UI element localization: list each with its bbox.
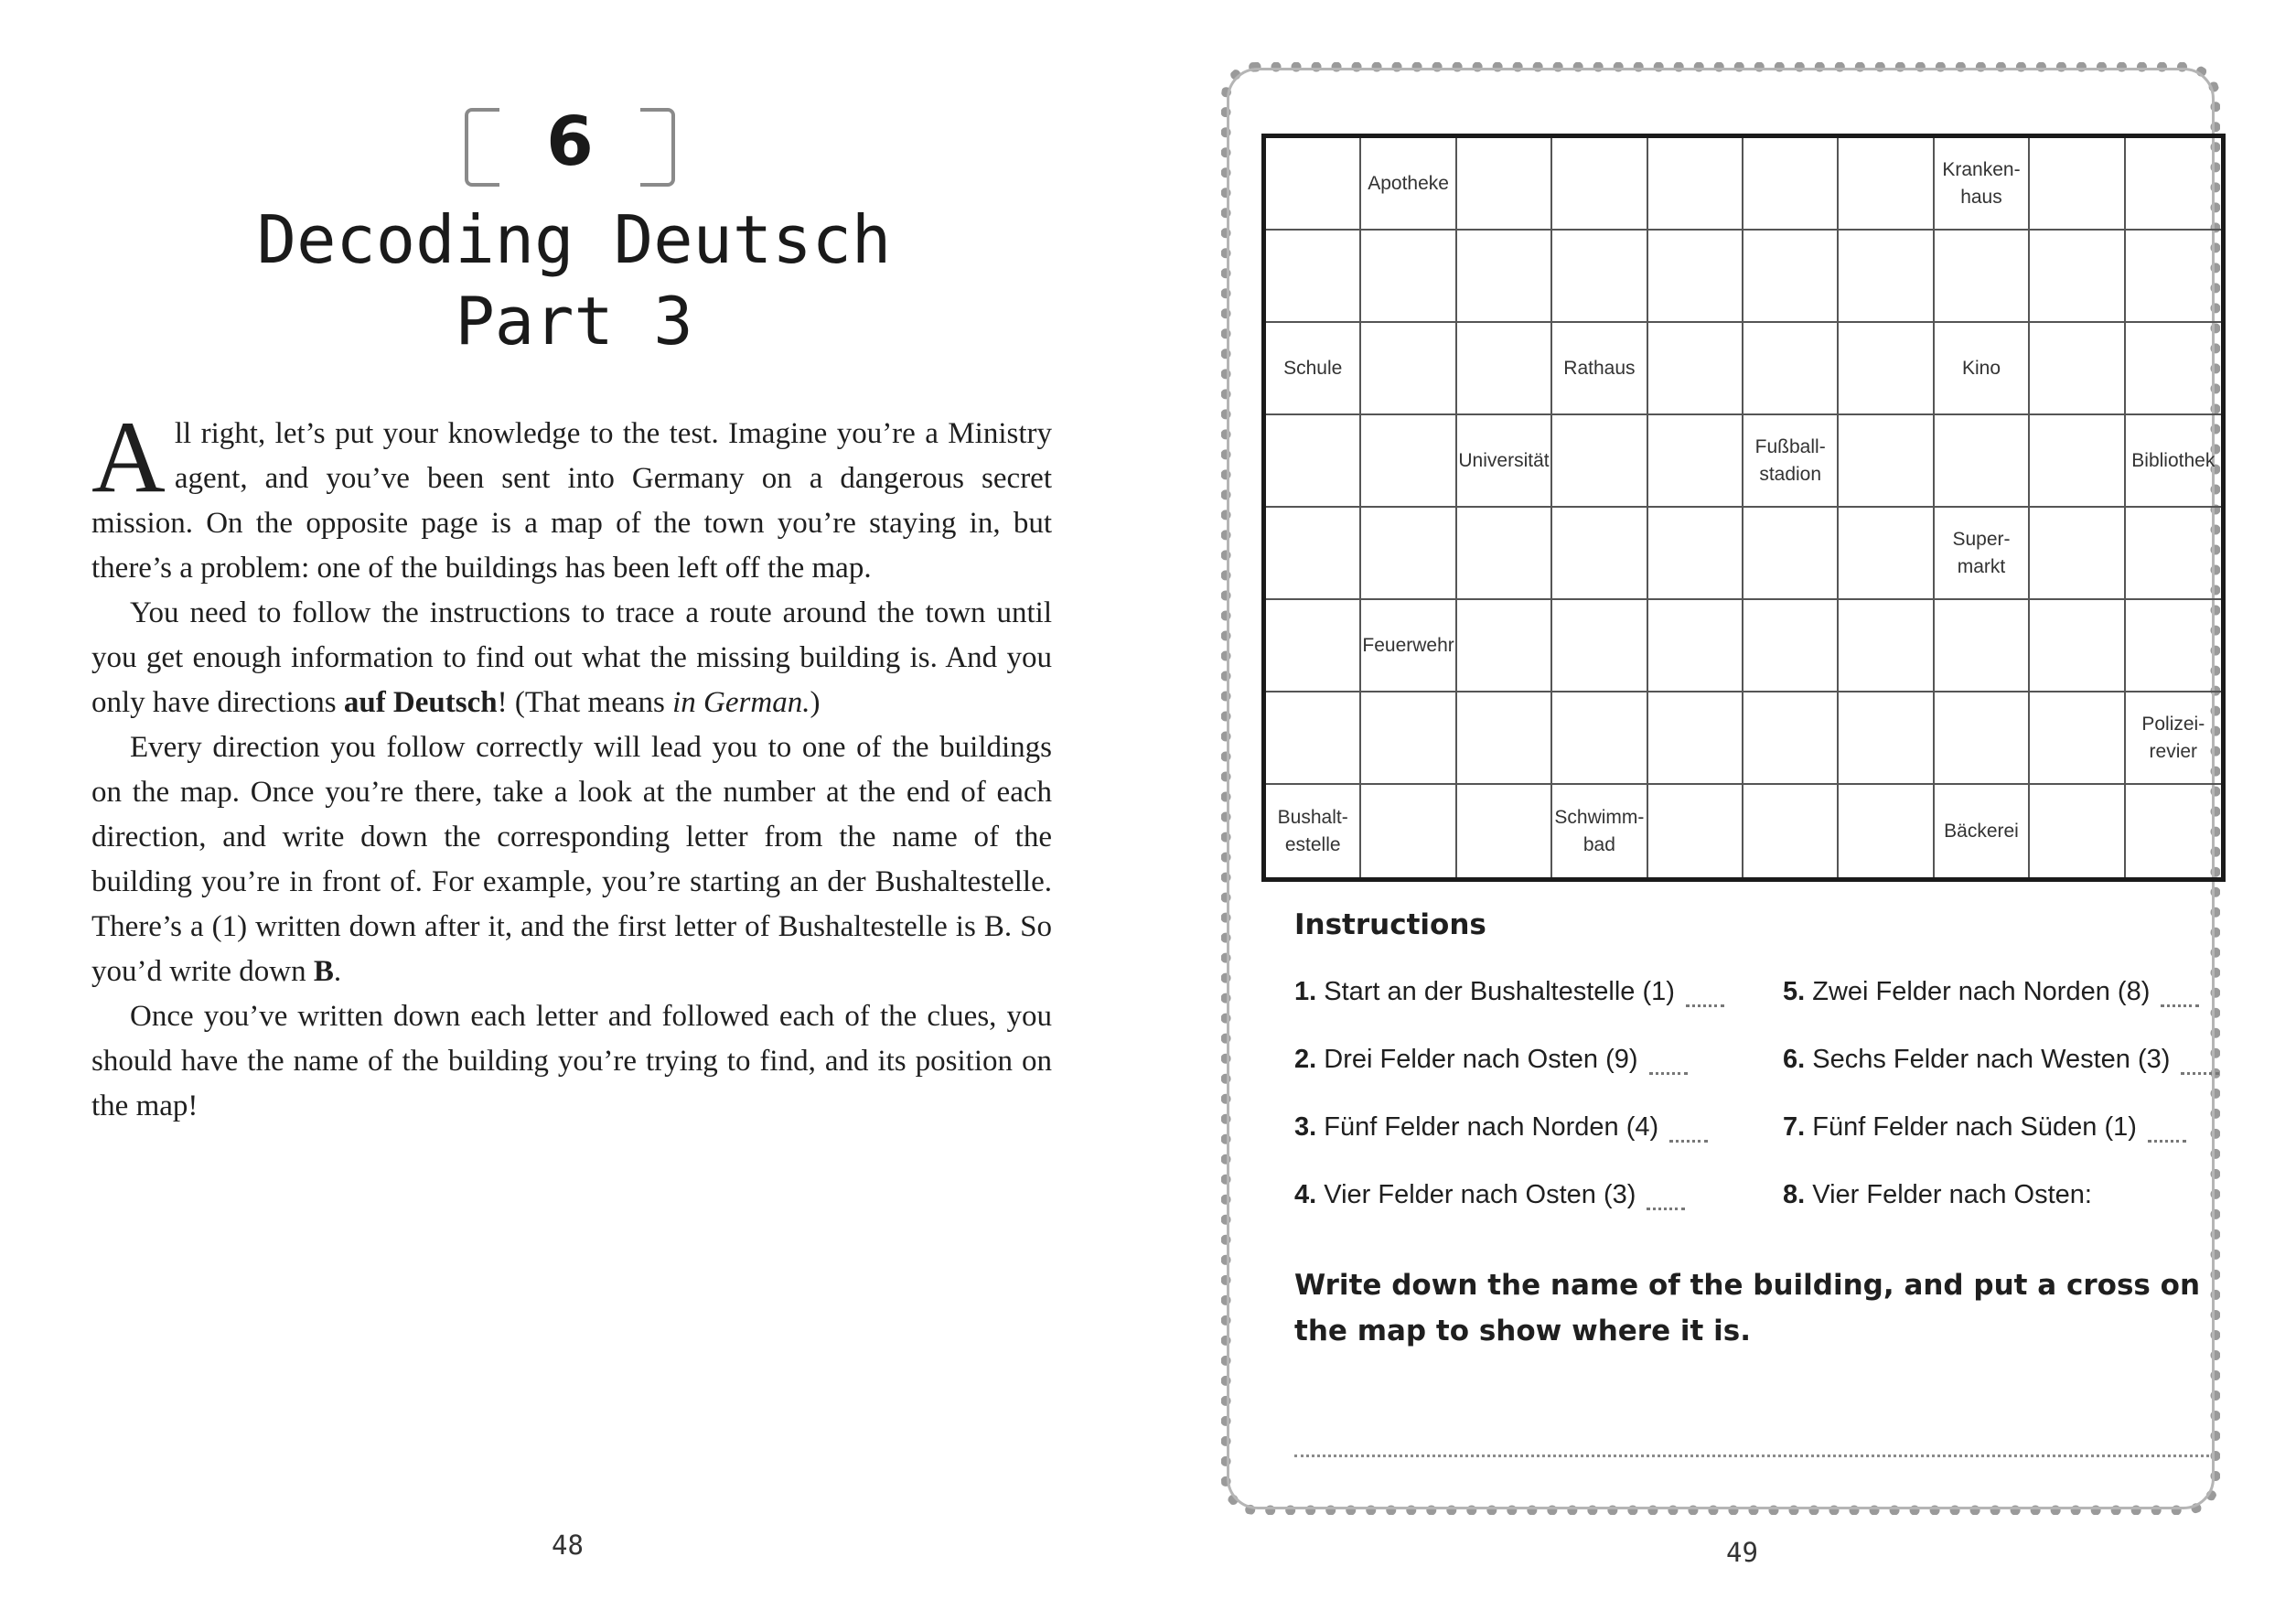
paragraph-2-italic: in German. [672, 686, 810, 719]
map-cell[interactable] [1266, 600, 1361, 692]
map-cell[interactable] [1839, 415, 1934, 508]
paragraph-2-bold: auf Deutsch [343, 686, 498, 719]
answer-blank[interactable] [2161, 984, 2199, 1007]
map-cell[interactable] [2030, 785, 2125, 877]
map-cell[interactable] [1361, 508, 1456, 600]
map-cell[interactable] [1743, 323, 1839, 415]
map-cell[interactable] [1361, 692, 1456, 785]
paragraph-4 [91, 994, 1052, 1129]
map-cell[interactable] [1266, 692, 1361, 785]
paragraph-3-text: Every direction you follow correctly will lead you to one of the buildings on the map. Once you’re there, take a look at the number at the end of each direction, and write down the corresponding letter from the name of the building you’re in front of. For example, you’re starting an der Bushaltestelle. There’s a (1) written down after it, and the first letter of Bushaltestelle is B. So you’d write down [91, 731, 1052, 988]
map-cell[interactable] [2126, 231, 2221, 323]
instruction-text: Fünf Felder nach Süden (1) [1812, 1112, 2137, 1142]
instruction-number: 3. [1294, 1112, 1317, 1142]
map-cell-building[interactable]: Schwimm- bad [1552, 785, 1647, 877]
map-cell[interactable] [1648, 600, 1743, 692]
map-cell[interactable] [1743, 138, 1839, 231]
instruction-text: Zwei Felder nach Norden (8) [1812, 977, 2151, 1006]
answer-blank[interactable] [1647, 1187, 1685, 1210]
map-cell[interactable] [1839, 323, 1934, 415]
map-cell[interactable] [1457, 323, 1552, 415]
instruction-text: Start an der Bushaltestelle (1) [1324, 977, 1675, 1006]
paragraph-4-text: Once you’ve written down each letter and followed each of the clues, you should have the name of the building you’re trying to find, and its position on the map! [91, 1000, 1052, 1122]
map-cell-building[interactable]: Feuerwehr [1361, 600, 1456, 692]
map-cell[interactable] [2126, 600, 2221, 692]
instruction-item [1783, 1180, 2092, 1210]
map-cell[interactable] [2030, 231, 2125, 323]
map-cell[interactable] [2030, 323, 2125, 415]
instruction-number: 8. [1783, 1180, 1806, 1209]
answer-blank[interactable] [1686, 984, 1724, 1007]
map-cell[interactable] [1839, 785, 1934, 877]
chapter-title-line2: Part 3 [455, 283, 693, 360]
paragraph-3-text-b: . [333, 955, 342, 988]
map-cell[interactable] [1743, 508, 1839, 600]
map-cell[interactable] [2030, 138, 2125, 231]
map-cell-building[interactable]: Fußball- stadion [1743, 415, 1839, 508]
map-cell-building[interactable]: Bushalt- estelle [1266, 785, 1361, 877]
page-number-right: 49 [1726, 1537, 1758, 1568]
instruction-item [1294, 1180, 1685, 1210]
answer-blank[interactable] [2148, 1120, 2186, 1143]
map-cell[interactable] [1935, 415, 2030, 508]
map-cell[interactable] [1552, 600, 1647, 692]
answer-blank[interactable] [1669, 1120, 1708, 1143]
map-cell[interactable] [1648, 508, 1743, 600]
chapter-number-box [465, 102, 675, 187]
instruction-number: 5. [1783, 977, 1806, 1006]
paragraph-1-text: ll right, let’s put your knowledge to the test. Imagine you’re a Ministry agent, and you’ve been sent into Germany on a dangerous secret mission. On the opposite page is a map of the town you’re staying in, but there’s a problem: one of the buildings has been left off the map. [91, 417, 1052, 585]
instruction-text: Vier Felder nach Osten: [1812, 1180, 2092, 1209]
map-cell[interactable] [1457, 138, 1552, 231]
map-cell[interactable] [1266, 231, 1361, 323]
map-cell[interactable] [1743, 785, 1839, 877]
instruction-number: 6. [1783, 1045, 1806, 1074]
map-cell[interactable] [2126, 785, 2221, 877]
map-cell[interactable] [1361, 231, 1456, 323]
map-cell[interactable] [1648, 231, 1743, 323]
map-cell[interactable] [1457, 600, 1552, 692]
map-cell[interactable] [1361, 323, 1456, 415]
paragraph-2-text: You need to follow the instructions to trace a route around the town until you get enough information to find out what the missing building is. And you only have directions [91, 596, 1052, 719]
map-cell[interactable] [2126, 508, 2221, 600]
chapter-number: 6 [546, 102, 594, 181]
map-cell[interactable] [1266, 508, 1361, 600]
paragraph-1 [91, 401, 1052, 591]
map-cell[interactable] [1552, 692, 1647, 785]
town-map-grid [1261, 134, 2226, 882]
drop-cap: A [91, 401, 166, 514]
map-cell[interactable] [1935, 231, 2030, 323]
map-cell[interactable] [1743, 600, 1839, 692]
map-cell[interactable] [1839, 138, 1934, 231]
map-cell[interactable] [1743, 231, 1839, 323]
instruction-item [1294, 1045, 1688, 1075]
instruction-item [1783, 1112, 2186, 1143]
right-page [1148, 0, 2296, 1621]
map-cell-building[interactable]: Polizei- revier [2126, 692, 2221, 785]
map-cell[interactable] [2030, 415, 2125, 508]
instructions-heading: Instructions [1294, 908, 1486, 941]
answer-blank[interactable] [2181, 1052, 2219, 1075]
map-cell[interactable] [2030, 508, 2125, 600]
instruction-item [1783, 977, 2199, 1007]
map-cell[interactable] [2126, 138, 2221, 231]
map-cell[interactable] [1935, 600, 2030, 692]
map-cell[interactable] [1743, 692, 1839, 785]
map-cell-building[interactable]: Universität [1457, 415, 1552, 508]
map-cell-building[interactable]: Rathaus [1552, 323, 1647, 415]
instruction-number: 1. [1294, 977, 1317, 1006]
map-cell-building[interactable]: Bäckerei [1935, 785, 2030, 877]
body-text [91, 401, 1052, 1129]
instruction-number: 2. [1294, 1045, 1317, 1074]
map-cell[interactable] [2126, 323, 2221, 415]
paragraph-2 [91, 591, 1052, 725]
instruction-text: Sechs Felder nach Westen (3) [1812, 1045, 2171, 1074]
map-cell[interactable] [1839, 600, 1934, 692]
map-cell[interactable] [2030, 692, 2125, 785]
map-cell-building[interactable]: Super- markt [1935, 508, 2030, 600]
map-cell-building[interactable]: Kranken- haus [1935, 138, 2030, 231]
map-cell[interactable] [1266, 138, 1361, 231]
instruction-item [1783, 1045, 2219, 1075]
map-cell[interactable] [1361, 415, 1456, 508]
map-cell-building[interactable]: Kino [1935, 323, 2030, 415]
instruction-item [1294, 977, 1724, 1007]
instruction-number: 7. [1783, 1112, 1806, 1142]
map-cell[interactable] [1552, 415, 1647, 508]
paragraph-2-text-b: ! (That means [497, 686, 673, 719]
chapter-title-line1: Decoding Deutsch [256, 201, 892, 278]
instruction-item [1294, 1112, 1708, 1143]
instruction-text: Vier Felder nach Osten (3) [1324, 1180, 1636, 1209]
map-cell[interactable] [1457, 508, 1552, 600]
instruction-text: Drei Felder nach Osten (9) [1324, 1045, 1638, 1074]
map-cell[interactable] [1935, 692, 2030, 785]
map-cell[interactable] [1457, 692, 1552, 785]
map-cell[interactable] [1552, 508, 1647, 600]
map-cell[interactable] [1648, 785, 1743, 877]
answer-line[interactable] [1294, 1455, 2209, 1457]
map-cell[interactable] [1552, 231, 1647, 323]
paragraph-2-text-c: ) [810, 686, 821, 719]
instruction-text: Fünf Felder nach Norden (4) [1324, 1112, 1659, 1142]
map-cell[interactable] [1839, 508, 1934, 600]
map-cell[interactable] [1839, 692, 1934, 785]
map-cell-building[interactable]: Apotheke [1361, 138, 1456, 231]
map-cell[interactable] [1457, 785, 1552, 877]
map-cell[interactable] [1839, 231, 1934, 323]
instruction-number: 4. [1294, 1180, 1317, 1209]
paragraph-3 [91, 725, 1052, 994]
answer-blank[interactable] [1649, 1052, 1688, 1075]
map-cell[interactable] [1266, 415, 1361, 508]
final-question: Write down the name of the building, and put a cross on the map to show where it is. [1294, 1269, 2201, 1347]
map-cell[interactable] [1648, 138, 1743, 231]
map-cell[interactable] [2030, 600, 2125, 692]
page-number-left: 48 [552, 1530, 584, 1561]
map-cell-building[interactable]: Bibliothek [2126, 415, 2221, 508]
map-cell[interactable] [1648, 323, 1743, 415]
map-cell[interactable] [1552, 138, 1647, 231]
map-cell[interactable] [1361, 785, 1456, 877]
map-cell[interactable] [1457, 231, 1552, 323]
paragraph-3-bold: B [313, 955, 334, 988]
map-cell[interactable] [1648, 415, 1743, 508]
map-cell-building[interactable]: Schule [1266, 323, 1361, 415]
map-cell[interactable] [1648, 692, 1743, 785]
